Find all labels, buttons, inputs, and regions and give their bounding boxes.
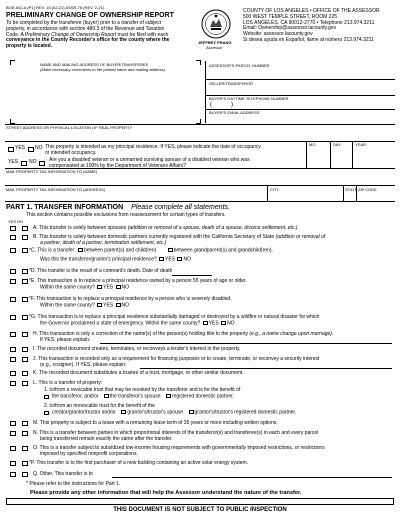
mail-address-label: MAIL PROPERTY TAX INFORMATION TO (ADDRESS) xyxy=(6,187,106,192)
zip-input[interactable] xyxy=(358,193,394,200)
f-yes-checkbox[interactable] xyxy=(10,297,16,302)
statement-f: *F. This transaction is to replace a principal residence by a person who is severely disabled. Within the same county? YES NO xyxy=(29,296,232,309)
g-yes-checkbox[interactable] xyxy=(10,315,16,320)
q-no-checkbox[interactable] xyxy=(22,472,28,477)
intro-text: To be completed by the transferee (buyer) prior to a transfer of subject property, in accordance with section 480.3 of the Revenue and Taxation Code. A Preliminary Change of Ownership Report must be filed with each conveyance in the County Recorder's office for the county where the property is located. xyxy=(6,20,170,50)
statement-l2: 2. to/from an irrevocable trust for the benefit of the creator/grantor/trustor and/or grantor's/trustor's spouse grantor's/trustor's registered domestic partner. xyxy=(44,403,297,416)
part1-note: This section contains possible exclusions from reassessment for certain types of transfers. xyxy=(26,212,226,218)
l-no-checkbox[interactable] xyxy=(22,381,28,386)
statement-a: A. This transfer is solely between spouses (addition or removal of a spouse, death of a spouse, divorce settlement, etc.) xyxy=(33,225,298,231)
yes-no-header: YES NO xyxy=(8,219,24,224)
city-input[interactable] xyxy=(269,193,341,200)
b-yes-checkbox[interactable] xyxy=(10,235,16,240)
city-label: CITY xyxy=(270,187,280,192)
divider xyxy=(5,201,395,202)
statement-o: O. This is a transfer subject to subsidized low-income housing requirements with governmentally imposed restrictions, or restrictions imposed by specified nonprofit corporations. xyxy=(33,445,325,457)
statement-g: *G. This transaction is to replace a principal residence substantially damaged or destroyed by a wildfire or natural disaster for which the Governor proclaimed a state of emergency. Within the same county? YES NO xyxy=(29,314,320,327)
street-input[interactable] xyxy=(6,131,394,140)
k-no-checkbox[interactable] xyxy=(22,371,28,376)
veteran-text: Are you a disabled veteran or a unmarried surviving spouse of a disabled veteran who was compensated at 100% by the Department of Veterans Affairs? xyxy=(49,157,250,169)
h-no-checkbox[interactable] xyxy=(22,332,28,337)
a-yes-checkbox[interactable] xyxy=(10,226,16,231)
q-other-line[interactable] xyxy=(112,477,392,478)
l1-transferor-checkbox[interactable] xyxy=(44,395,49,399)
e-county-yes-checkbox[interactable] xyxy=(97,285,102,289)
statement-n: N. This is a transfer between parties in which proportional interests of the transferor(s) and transferee(s) in each and every parcel being transferred remain exactly the same after the transfer. xyxy=(33,430,319,442)
divider xyxy=(343,185,344,201)
zip-label: ZIP CODE xyxy=(358,187,377,192)
e-county-no-checkbox[interactable] xyxy=(116,285,121,289)
q-yes-checkbox[interactable] xyxy=(10,472,16,477)
d-no-checkbox[interactable] xyxy=(22,269,28,274)
e-no-checkbox[interactable] xyxy=(22,279,28,284)
i-no-checkbox[interactable] xyxy=(22,347,28,352)
vet-no-label: NO xyxy=(29,159,37,165)
apn-input[interactable] xyxy=(209,70,394,78)
statement-e: *E. This transaction is to replace a principal residence owned by a person 55 years of age or older. Within the same county? YES NO xyxy=(29,278,247,291)
corner-mark xyxy=(196,60,201,65)
g-county-no-checkbox[interactable] xyxy=(221,321,226,325)
l1-spouse-checkbox[interactable] xyxy=(104,394,109,398)
o-no-checkbox[interactable] xyxy=(22,446,28,451)
n-yes-checkbox[interactable] xyxy=(10,431,16,436)
statement-h: H. This transaction is only a correction of the name(s) of the person(s) holding title to the property (e.g., a name change upon marriage). If YES, please explain: xyxy=(33,331,334,343)
c-residence-no-checkbox[interactable] xyxy=(177,257,182,261)
j-explain-line[interactable] xyxy=(140,368,392,369)
phone-label: BUYER'S DAYTIME TELEPHONE NUMBER xyxy=(209,96,289,101)
a-no-checkbox[interactable] xyxy=(22,226,28,231)
divider xyxy=(205,79,395,80)
form-title: PRELIMINARY CHANGE OF OWNERSHIP REPORT xyxy=(6,12,174,19)
county-seal-icon xyxy=(201,9,231,39)
principal-yes-checkbox[interactable] xyxy=(8,147,14,152)
statement-i: I. The recorded document creates, terminates, or reconveys a lender's interest in the property. xyxy=(33,346,241,352)
m-no-checkbox[interactable] xyxy=(22,421,28,426)
divider xyxy=(267,185,268,201)
other-info-instruction: Please provide any other information that will help the Assessor understand the nature of the transfer. xyxy=(30,490,302,496)
date-of-death-line[interactable] xyxy=(172,275,212,276)
other-info-input[interactable] xyxy=(6,498,394,505)
seller-label: SELLER/TRANSFEROR xyxy=(209,81,254,86)
principal-no-checkbox[interactable] xyxy=(28,147,34,152)
p-yes-checkbox[interactable] xyxy=(10,461,16,466)
divider xyxy=(306,141,307,168)
statement-p: *P. This transfer is to the first purchaser of a new building containing an active solar energy system. xyxy=(29,460,249,466)
buyer-name-label: NAME AND MAILING ADDRESS OF BUYER/TRANSFEREE (Make necessary corrections to the printed name and mailing address) xyxy=(40,62,165,72)
m-yes-checkbox[interactable] xyxy=(10,421,16,426)
day-label: DAY xyxy=(333,142,341,147)
email-label: BUYER'S EMAIL ADDRESS xyxy=(209,110,260,115)
veteran-yes-checkbox[interactable] xyxy=(21,161,27,166)
statement-l1: 1. to/from a revocable trust that may be revoked by the transferor and is for the benefit of the transferor, and/or the transferor's spouse registered domestic partner. xyxy=(44,387,241,400)
c-yes-checkbox[interactable] xyxy=(10,248,16,253)
divider xyxy=(205,61,206,123)
principal-text: This property is intended as my principal residence. If YES, please indicate the date of occupancy or intended occupancy. xyxy=(45,144,261,156)
l1-partner-checkbox[interactable] xyxy=(166,394,171,398)
statement-c: *C. This is a transfer: between parent(s) and child(ren) between grandparent(s) and grandchild(ren). xyxy=(29,247,273,254)
g-no-checkbox[interactable] xyxy=(22,315,28,320)
mail-name-label: MAIL PROPERTY TAX INFORMATION TO (NAME) xyxy=(6,169,98,174)
c-residence-yes-checkbox[interactable] xyxy=(159,257,164,261)
year-label: YEAR xyxy=(355,142,366,147)
email-input[interactable] xyxy=(209,116,394,122)
f-county-no-checkbox[interactable] xyxy=(116,303,121,307)
g-county-yes-checkbox[interactable] xyxy=(203,321,208,325)
statement-l: L. This is a transfer of property: xyxy=(33,380,103,386)
apn-label: ASSESSOR'S PARCEL NUMBER xyxy=(209,63,270,68)
office-info: COUNTY OF LOS ANGELES • OFFICE OF THE ASSESSOR 500 WEST TEMPLE STREET, ROOM 225 LOS ANGELES, CA 90012-2770 • Telephone 213.974.3211 Email: Ownership@assessor.lacounty.gov Website: assessor.lacounty.gov Si desea ayuda en Español, llame al número 213.974.3211 xyxy=(243,8,380,43)
phone-input[interactable] xyxy=(236,102,391,108)
f-no-checkbox[interactable] xyxy=(22,297,28,302)
vet-yes-label: YES xyxy=(8,159,19,165)
i-yes-checkbox[interactable] xyxy=(10,347,16,352)
mail-address-input[interactable] xyxy=(6,193,265,200)
l2-partner-checkbox[interactable] xyxy=(189,410,194,414)
d-yes-checkbox[interactable] xyxy=(10,269,16,274)
street-label: STREET ADDRESS OR PHYSICAL LOCATION OF REAL PROPERTY xyxy=(6,125,133,130)
k-yes-checkbox[interactable] xyxy=(10,371,16,376)
divider xyxy=(5,185,395,186)
statement-k: K. The recorded document substitutes a trustee of a trust, mortgage, or other similar document. xyxy=(33,370,244,376)
h-yes-checkbox[interactable] xyxy=(10,332,16,337)
statement-c-question: Was this the transferor/grantor's principal residence? YES NO xyxy=(40,256,191,263)
c-no-checkbox[interactable] xyxy=(22,248,28,253)
f-county-yes-checkbox[interactable] xyxy=(97,303,102,307)
n-no-checkbox[interactable] xyxy=(22,431,28,436)
footnote: * Please refer to the instructions for Part 1. xyxy=(26,481,121,487)
state-label: STATE xyxy=(345,187,358,192)
assessor-name: JEFFREY PRANG xyxy=(198,40,232,45)
form-id: BOE-502-A (P1) REV. 15 (02-21) ASSR-75 (REV. 2-21) xyxy=(6,5,104,10)
footer-notice: THIS DOCUMENT IS NOT SUBJECT TO PUBLIC INSPECTION xyxy=(113,507,287,513)
l2-spouse-checkbox[interactable] xyxy=(121,410,126,414)
phone-close-paren: ) xyxy=(231,102,233,108)
statement-b: B. This transfer is solely between domestic partners currently registered with the California Secretary of State (addition or removal of a partner, death of a partner, termination settlement, etc.) xyxy=(33,234,326,246)
phone-open-paren: ( xyxy=(210,102,212,108)
state-input[interactable] xyxy=(345,193,355,200)
veteran-no-checkbox[interactable] xyxy=(39,161,45,166)
j-yes-checkbox[interactable] xyxy=(10,357,16,362)
mo-label: MO xyxy=(309,142,316,147)
part1-heading: PART 1. TRANSFER INFORMATION Please complete all statements. xyxy=(6,204,230,211)
j-no-checkbox[interactable] xyxy=(22,357,28,362)
statement-q: Q. Other. This transfer is to xyxy=(33,471,93,477)
no-label: NO xyxy=(35,145,43,151)
statement-j: J. This transaction is recorded only as a requirement for financing purposes or to create, terminate, or reconvey a security interest (e.g., cosigner). If YES, please explain: xyxy=(33,356,320,368)
p-no-checkbox[interactable] xyxy=(22,461,28,466)
h-explain-line[interactable] xyxy=(100,343,392,344)
c-parent-child-checkbox[interactable] xyxy=(78,248,83,252)
statement-m: M. This property is subject to a lease with a remaining lease term of 35 years or more including written options. xyxy=(33,420,278,426)
statement-d: *D. This transfer is the result of a cotenant's death. Date of death xyxy=(29,268,173,274)
l-yes-checkbox[interactable] xyxy=(10,381,16,386)
assessor-title: Assessor xyxy=(206,45,223,50)
corner-mark xyxy=(10,60,15,65)
mail-name-input[interactable] xyxy=(6,175,394,184)
seller-input[interactable] xyxy=(209,88,394,94)
o-yes-checkbox[interactable] xyxy=(10,446,16,451)
buyer-name-address-field[interactable] xyxy=(12,68,198,120)
yes-label: YES xyxy=(15,145,26,151)
e-yes-checkbox[interactable] xyxy=(10,279,16,284)
c-grandparent-checkbox[interactable] xyxy=(168,248,173,252)
b-no-checkbox[interactable] xyxy=(22,235,28,240)
divider xyxy=(356,185,357,201)
l2-creator-checkbox[interactable] xyxy=(44,411,49,415)
occupancy-date-input[interactable] xyxy=(308,149,394,167)
